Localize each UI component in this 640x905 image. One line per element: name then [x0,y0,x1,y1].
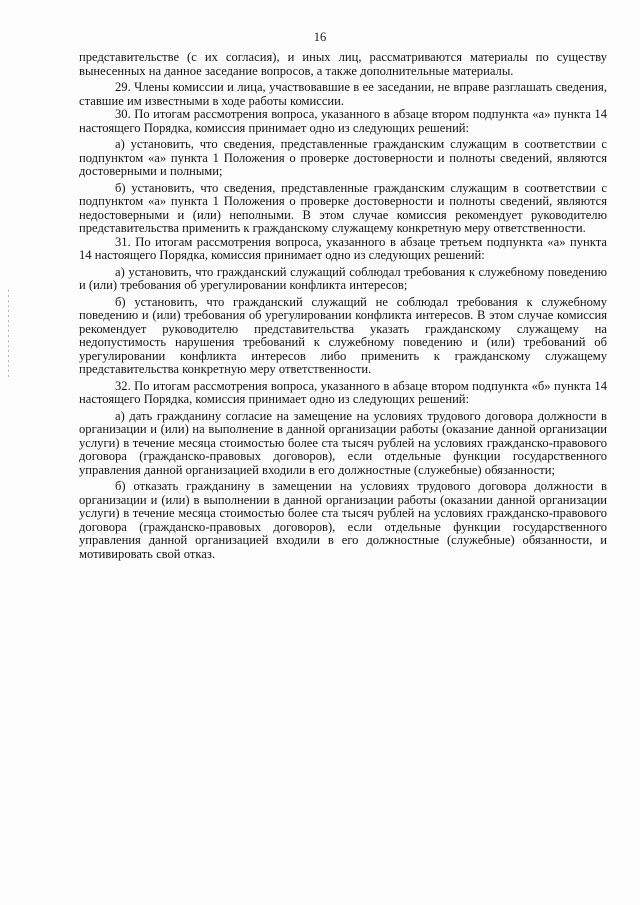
paragraph-31-b: б) установить, что гражданский служащий не соблюдал требования к служебному поведению и (или) требования об урегулировании конфликта интересов. В этом случае комиссия рекомендует руководителю представительства указать гражданскому служащему на недопустимость нарушения требований к служебному поведению и (или) требований об урегулировании конфликта интересов либо применить к гражданскому служащему представительства конкретную меру ответственности. [79,294,607,376]
paragraph-32-b: б) отказать гражданину в замещении на условиях трудового договора должности в организации и (или) в выполнении в данной организации работы (оказании данной организации услуги) в течение месяца стоимостью более ста тысяч рублей на условиях гражданско-правового договора (гражданско-правовых договоров), если отдельные функции государственного управления данной организацией входили в его должностные (служебные) обязанности, и мотивировать свой отказ. [79,479,607,561]
paragraph-31-a: а) установить, что гражданский служащий соблюдал требования к служебному поведению и (или) требования об урегулировании конфликта интересов; [79,264,607,292]
paragraph-continuation: представительстве (с их согласия), и иных лиц, рассматриваются материалы по существу вынесенных на данное заседание вопросов, а также дополнительные материалы. [79,50,607,78]
paragraph-30: 30. По итогам рассмотрения вопроса, указанного в абзаце втором подпункта «а» пункта 14 настоящего Порядка, комиссия принимает одно из следующих решений: [79,107,607,135]
document-body [79,51,607,561]
page-number: 16 [313,30,327,44]
scan-margin-mark [8,290,9,380]
paragraph-32: 32. По итогам рассмотрения вопроса, указанного в абзаце втором подпункта «б» пункта 14 настоящего Порядка, комиссия принимает одно из следующих решений: [79,378,607,406]
paragraph-30-a: а) установить, что сведения, представленные гражданским служащим в соответствии с подпунктом «а» пункта 1 Положения о проверке достоверности и полноты сведений, являются достоверными и полными; [79,137,607,178]
paragraph-29: 29. Члены комиссии и лица, участвовавшие в ее заседании, не вправе разглашать сведения, ставшие им известными в ходе работы комиссии. [79,80,607,108]
paragraph-31: 31. По итогам рассмотрения вопроса, указанного в абзаце третьем подпункта «а» пункта 14 настоящего Порядка, комиссия принимает одно из следующих решений: [79,234,607,262]
paragraph-32-a: а) дать гражданину согласие на замещение на условиях трудового договора должности в организации и (или) на выполнение в данной организации работы (оказание данной организации услуги) в течение месяца стоимостью более ста тысяч рублей на условиях гражданско-правового договора (гражданско-правовых договоров), если отдельные функции государственного управления данной организацией входили в его должностные (служебные) обязанности; [79,408,607,477]
paragraph-30-b: б) установить, что сведения, представленные гражданским служащим в соответствии с подпунктом «а» пункта 1 Положения о проверке достоверности и полноты сведений, являются недостоверными и (или) неполными. В этом случае комиссия рекомендует руководителю представительства применить к гражданскому служащему конкретную меру ответственности. [79,180,607,235]
